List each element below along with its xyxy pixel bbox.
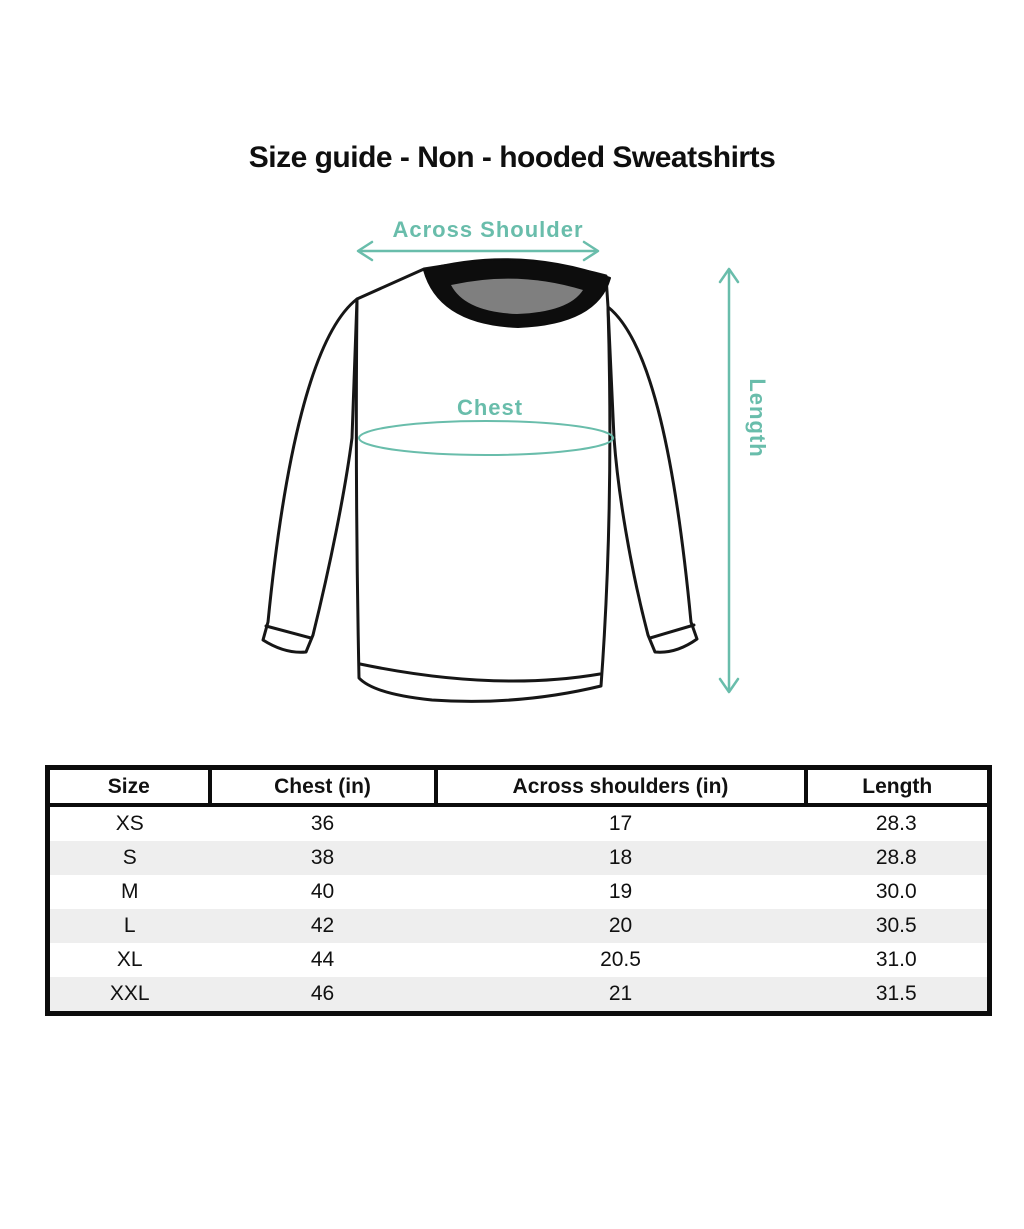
size-row-l <box>48 909 990 943</box>
page-title: Size guide - Non - hooded Sweatshirts <box>248 141 776 174</box>
chest-label: Chest <box>456 395 524 420</box>
size-chart-table <box>45 765 992 1016</box>
across-shoulders-cell: 20.5 <box>600 948 641 971</box>
size-cell: XL <box>116 948 143 971</box>
length-arrow <box>720 269 738 692</box>
size-row-xl <box>48 943 990 977</box>
size-cell: L <box>123 914 136 937</box>
size-cell: S <box>122 846 137 869</box>
length-cell: 28.8 <box>875 846 917 869</box>
chest-cell: 36 <box>310 812 335 835</box>
sweatshirt-illustration <box>0 210 1024 770</box>
chest-cell: 44 <box>310 948 335 971</box>
across-shoulders-cell: 20 <box>608 914 633 937</box>
across-shoulders-cell: 21 <box>608 982 633 1005</box>
chest-cell: 46 <box>310 982 335 1005</box>
right-sleeve <box>608 307 697 652</box>
column-header-chest: Chest (in) <box>210 768 436 806</box>
length-cell: 30.0 <box>875 880 917 903</box>
across-shoulder-label: Across Shoulder <box>392 217 584 242</box>
length-cell: 31.0 <box>875 948 917 971</box>
across-shoulders-cell: 19 <box>608 880 633 903</box>
size-row-xs <box>48 805 990 841</box>
column-header-length: Length <box>806 768 990 806</box>
size-row-m <box>48 875 990 909</box>
header-row <box>48 768 990 806</box>
size-cell: XS <box>115 812 144 835</box>
sweatshirt-measurement-diagram <box>0 210 1024 770</box>
across-shoulders-cell: 17 <box>608 812 633 835</box>
left-sleeve <box>263 299 357 652</box>
across-shoulders-cell: 18 <box>608 846 633 869</box>
size-cell: M <box>121 880 139 903</box>
length-cell: 31.5 <box>875 982 917 1005</box>
size-row-s <box>48 841 990 875</box>
length-label: Length <box>745 378 770 458</box>
size-cell: XXL <box>109 982 150 1005</box>
chest-cell: 40 <box>310 880 335 903</box>
sweatshirt-body <box>356 262 610 701</box>
length-cell: 30.5 <box>875 914 917 937</box>
chest-cell: 42 <box>310 914 335 937</box>
column-header-across-shoulders: Across shoulders (in) <box>436 768 806 806</box>
size-row-xxl <box>48 977 990 1014</box>
column-header-size: Size <box>48 768 210 806</box>
across-shoulder-arrow <box>358 242 598 260</box>
chest-cell: 38 <box>310 846 335 869</box>
length-cell: 28.3 <box>875 812 917 835</box>
